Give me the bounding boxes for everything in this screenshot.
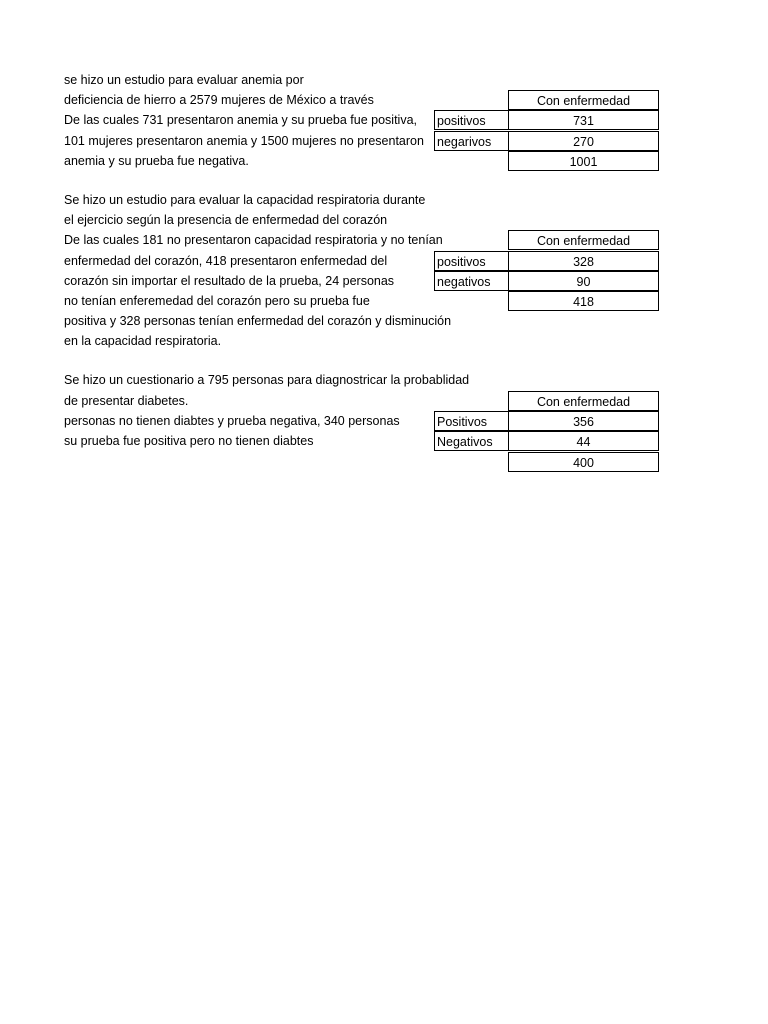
row-label-positive[interactable]: positivos [434, 251, 508, 271]
value-positive-cell[interactable]: 328 [508, 251, 659, 271]
text-line: se hizo un estudio para evaluar anemia por [64, 73, 304, 87]
value-negative-cell[interactable]: 90 [508, 271, 659, 291]
value-positive-cell[interactable]: 731 [508, 110, 659, 130]
row-label-negative[interactable]: Negativos [434, 431, 508, 451]
text-line: no tenían enferemedad del corazón pero su prueba fue [64, 294, 370, 308]
text-line: enfermedad del corazón, 418 presentaron enfermedad del [64, 254, 388, 268]
total-cell[interactable]: 400 [508, 452, 659, 472]
text-line: anemia y su prueba fue negativa. [64, 154, 249, 168]
table-header-cell[interactable]: Con enfermedad [508, 90, 659, 110]
text-line: en la capacidad respiratoria. [64, 334, 222, 348]
row-label-negative[interactable]: negarivos [434, 131, 508, 151]
text-line: corazón sin importar el resultado de la prueba, 24 personas [64, 274, 395, 288]
text-line: de presentar diabetes. [64, 394, 189, 408]
total-cell[interactable]: 1001 [508, 151, 659, 171]
text-line: positiva y 328 personas tenían enfermedad del corazón y disminución [64, 314, 452, 328]
text-line: De las cuales 731 presentaron anemia y su prueba fue positiva, [64, 113, 417, 127]
row-label-positive[interactable]: Positivos [434, 411, 508, 431]
table-header-cell[interactable]: Con enfermedad [508, 391, 659, 411]
table-header-cell[interactable]: Con enfermedad [508, 230, 659, 250]
text-line: Se hizo un cuestionario a 795 personas para diagnostricar la probablidad [64, 373, 470, 387]
text-line: el ejercicio según la presencia de enfermedad del corazón [64, 213, 388, 227]
value-positive-cell[interactable]: 356 [508, 411, 659, 431]
value-negative-cell[interactable]: 270 [508, 131, 659, 151]
total-cell[interactable]: 418 [508, 291, 659, 311]
text-line: personas no tienen diabtes y prueba negativa, 340 personas [64, 414, 400, 428]
text-line: 101 mujeres presentaron anemia y 1500 mujeres no presentaron [64, 134, 424, 148]
text-line: deficiencia de hierro a 2579 mujeres de México a través [64, 93, 374, 107]
text-line: Se hizo un estudio para evaluar la capacidad respiratoria durante [64, 193, 426, 207]
value-negative-cell[interactable]: 44 [508, 431, 659, 451]
row-label-negative[interactable]: negativos [434, 271, 508, 291]
row-label-positive[interactable]: positivos [434, 110, 508, 130]
text-line: De las cuales 181 no presentaron capacidad respiratoria y no tenían [64, 233, 443, 247]
text-line: su prueba fue positiva pero no tienen diabtes [64, 434, 314, 448]
